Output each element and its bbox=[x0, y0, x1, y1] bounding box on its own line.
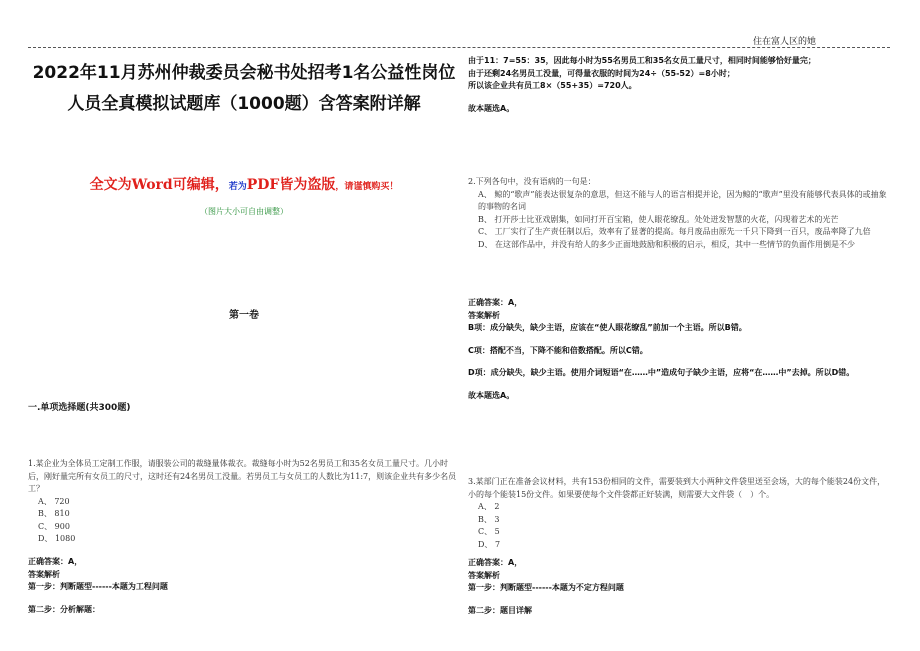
question-3-analysis-label: 答案解析 bbox=[468, 570, 500, 580]
question-3 bbox=[468, 476, 892, 551]
question-3-text: 3.某部门正在准备会议材料，共有153份相同的文件，需要装到大小两种文件袋里送至会场，大的每个能装24份文件，小的每个能装15份文件。如果要使每个文件袋都正好装满，则需要大文件袋（ ）个。 bbox=[468, 477, 886, 499]
question-2-answer-block bbox=[468, 297, 892, 402]
question-2-analysis-d: D项：成分缺失，缺少主语。使用介词短语“在……中”造成句子缺少主语，应将“在……中”去掉。所以D错。 bbox=[468, 368, 855, 377]
question-1-text: 1.某企业为全体员工定制工作服，请服装公司的裁缝量体裁衣。裁缝每小时为52名男员工和35名女员工量尺寸。几小时后，刚好量完所有女员工的尺寸，这时还有24名男员工没量。若男员工与女员工的人数比为11:7，则该企业共有多少名员工？ bbox=[28, 459, 457, 493]
question-3-option-d: D、 7 bbox=[478, 539, 501, 549]
question-1-option-d: D、 1080 bbox=[38, 534, 76, 543]
question-1-option-a: A、 720 bbox=[38, 496, 70, 506]
question-2-option-c: C、 工厂实行了生产责任制以后，效率有了显著的提高。每月废品由原先一千只下降到一百只，废品率降了九倍 bbox=[478, 227, 871, 236]
question-1 bbox=[28, 458, 460, 546]
question-2 bbox=[468, 176, 892, 251]
question-3-option-b: B、 3 bbox=[478, 514, 500, 524]
question-1-continuation bbox=[468, 55, 892, 115]
image-resize-note: （图片大小可自由调整） bbox=[200, 207, 288, 216]
question-3-option-c: C、 5 bbox=[478, 527, 500, 536]
notice-pdf-piracy: PDF皆为盗版 bbox=[246, 177, 336, 193]
question-2-text: 2.下列各句中，没有语病的一句是： bbox=[468, 177, 596, 186]
question-1-step-1: 第一步：判断题型------本题为工程问题 bbox=[28, 582, 168, 591]
q1-solution-line-1: 由于11：7=55：35，因此每小时为55名男员工和35名女员工量尺寸，相同时间能够恰好量完； bbox=[468, 56, 816, 65]
question-2-analysis-b: B项：成分缺失，缺少主语，应该在“使人眼花缭乱”前加一个主语。所以B错。 bbox=[468, 323, 747, 332]
question-2-analysis-c: C项：搭配不当，下降不能和倍数搭配。所以C错。 bbox=[468, 345, 648, 355]
q1-conclusion: 故本题选A。 bbox=[468, 103, 515, 113]
question-2-analysis-label: 答案解析 bbox=[468, 310, 500, 320]
volume-heading: 第一卷 bbox=[229, 310, 259, 321]
q1-solution-line-3: 所以该企业共有员工8×（55+35）=720人。 bbox=[468, 81, 637, 90]
q1-solution-line-2: 由于还剩24名男员工没量，可得量衣服的时间为24÷（55-52）=8小时； bbox=[468, 68, 735, 78]
question-2-option-b: B、 打开莎士比亚戏剧集，如同打开百宝箱，使人眼花缭乱。处处迸发智慧的火花，闪现着艺术的光芒 bbox=[478, 214, 839, 224]
header-divider bbox=[28, 47, 890, 48]
notice-caution: ，请谨慎购买！ bbox=[335, 182, 399, 192]
edit-notice bbox=[28, 175, 460, 197]
question-1-answer: 正确答案：A， bbox=[28, 557, 83, 566]
question-3-step-2: 第二步：题目详解 bbox=[468, 605, 532, 615]
question-3-answer-block bbox=[468, 557, 892, 617]
notice-word-editable: 全文为Word可编辑， bbox=[89, 177, 229, 193]
header-author: 住在富人区的她 bbox=[752, 37, 816, 47]
question-1-option-b: B、 810 bbox=[38, 509, 70, 518]
section-heading: 一.单项选择题(共300题) bbox=[28, 403, 131, 413]
question-2-answer: 正确答案：A， bbox=[468, 298, 523, 307]
question-2-option-d: D、 在这部作品中，并没有给人的多少正面地鼓励和积极的启示，相反，其中一些情节的负面作用倒是不少 bbox=[478, 239, 855, 249]
notice-if: 若为 bbox=[228, 182, 247, 192]
question-1-analysis-label: 答案解析 bbox=[28, 569, 60, 579]
question-1-answer-block bbox=[28, 556, 460, 616]
question-2-conclusion: 故本题选A。 bbox=[468, 390, 515, 400]
document-title: 2022年11月苏州仲裁委员会秘书处招考1名公益性岗位人员全真模拟试题库（1000题）含答案附详解 bbox=[32, 63, 456, 114]
question-3-answer: 正确答案：A， bbox=[468, 558, 523, 567]
question-1-option-c: C、 900 bbox=[38, 521, 70, 531]
question-2-option-a: A、 鲸的“歌声”能表达很复杂的意思，但这不能与人的语言相提并论，因为鲸的“歌声”里没有能够代表具体的或抽象的事物的名词 bbox=[478, 189, 887, 211]
question-3-step-1: 第一步：判断题型------本题为不定方程问题 bbox=[468, 583, 624, 592]
question-1-step-2: 第二步：分析解题： bbox=[28, 604, 100, 614]
question-3-option-a: A、 2 bbox=[478, 502, 500, 511]
